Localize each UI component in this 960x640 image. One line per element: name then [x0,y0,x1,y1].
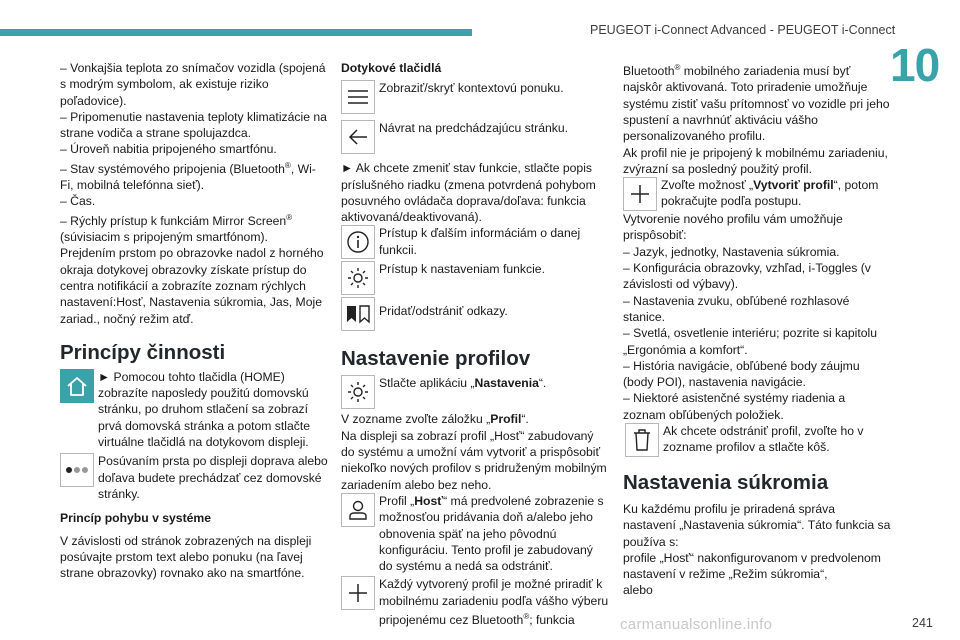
bullet-charge: – Úroveň nabitia pripojeného smartfónu. [60,142,277,157]
gear-row: Prístup k nastaveniam funkcie. [341,261,609,295]
menu-row: Zobraziť/skryť kontextovú ponuku. [341,80,609,114]
column-3 [623,60,891,599]
chapter-number: 10 [890,39,940,91]
heading-touch-buttons: Dotykové tlačidlá [341,61,442,75]
trash-icon [625,423,659,457]
dots-icon [60,453,94,487]
back-row: Návrat na predchádzajúcu stránku. [341,120,609,154]
header-accent-bar [0,29,472,36]
info-icon [341,225,375,259]
toggle-paragraph: ► Ak chcete zmeniť stav funkcie, stlačte popis príslušného riadku (zmena potvrdená pohybom posuvného ovládača doprava/doľava: funkcia aktivovaná/deaktivovaná). [341,161,596,225]
heading-privacy: Nastavenia súkromia [623,471,829,494]
plus-row: Každý vytvorený profil je možné priradiť k mobilnému zariadeniu podľa vášho výberu pripojenému cez Bluetooth®; funkcia [341,576,609,628]
bullet-time: – Čas. [60,194,96,209]
dots-row: Posúvaním prsta po displeji doprava alebo doľava budete prechádzať cez domovské stránky. [60,453,328,502]
bullet-outside-temp: – Vonkajšia teplota zo snímačov vozidla (spojená s modrým symbolom, ak existuje riziko poľadovice). [60,61,326,108]
column-1 [60,60,328,581]
delete-row: Ak chcete odstrániť profil, zvoľte ho v zozname profilov a stlačte kôš. [625,423,891,457]
user-icon [341,493,375,527]
bullet-lights: – Svetlá, osvetlenie interiéru; pozrite si kapitolu „Ergonómia a komfort“. [623,326,878,357]
page-number: 241 [912,616,933,630]
bookmark-icon [341,297,375,331]
bullet-assist: – Niektoré asistenčné systémy riadenia a zoznam obľúbených položiek. [623,391,846,422]
host-row: Profil „Hosť“ má predvolené zobrazenie s možnosťou pridávania doň a/alebo jeho obnovenia späť na jeho pôvodnú konfiguráciu. Tento profil je zabudovaný do systému a nedá sa odstrániť. [341,493,609,574]
last-profile-paragraph: Ak profil nie je pripojený k mobilnému zariadeniu, zvýrazní sa posledný použitý profil. [623,145,888,176]
bluetooth-paragraph: Bluetooth® mobilného zariadenia musí byť najskôr aktivovaná. Toto priradenie umožňuje systému zistiť vašu prítomnosť vo vozidle pri jeho spustení a navrhnúť aktiváciu vášho personalizovaného profilu. [623,63,890,144]
home-row: ► Pomocou tohto tlačidla (HOME) zobrazíte naposledy použitú domovskú stránku, po druhom stlačení sa zobrazí prvá domovská stránka a potom stlačte virtuálne tlačidlá na dotykovom displeji. [60,369,328,450]
back-arrow-icon [341,120,375,154]
display-paragraph: Na displeji sa zobrazí profil „Hosť“ zabudovaný do systému a umožní vám vytvoriť a prispôsobiť niekoľko nových profilov s pridruženým mobilným zariadením alebo bez neho. [341,428,607,492]
settings-app-row: Stlačte aplikáciu „Nastavenia“. [341,375,609,409]
privacy-or-line: alebo [623,583,653,598]
plus-icon [623,177,657,211]
privacy-paragraph: Ku každému profilu je priradená správa nastavení „Nastavenia súkromia“. Táto funkcia sa používa s: [623,502,891,549]
bullet-screen: – Konfigurácia obrazovky, vzhľad, i-Toggles (v závislosti od výbavy). [623,261,871,292]
bullet-connection: – Stav systémového pripojenia (Bluetooth®, Wi-Fi, mobilná telefónna sieť). [60,160,316,193]
tab-paragraph: V zozname zvoľte záložku „Profil“. [341,412,529,427]
bullet-language: – Jazyk, jednotky, Nastavenia súkromia. [623,244,840,259]
heading-principles: Princípy činnosti [60,340,226,364]
bullet-navigation: – História navigácie, obľúbené body záujmu (body POI), nastavenia navigácie. [623,358,860,390]
menu-icon [341,80,375,114]
bullet-climate: – Pripomenutie nastavenia teploty klimatizácie na strane vodiča a strane spolujazdca. [60,109,327,141]
column-2 [341,60,609,628]
privacy-host-line: profile „Hosť“ nakonfigurovanom v predvolenom nastavení v režime „Režim súkromia“, [623,550,881,582]
bullet-sound: – Nastavenia zvuku, obľúbené rozhlasové stanice. [623,293,850,324]
navigation-paragraph: V závislosti od stránok zobrazených na displeji posúvajte prstom text alebo ponuku (na ľavej strane obrazovky) rovnako ako na smartfóne. [60,533,312,581]
notification-paragraph: Prejdením prstom po obrazovke nadol z horného okraja dotykovej obrazovky získate prístup do centra notifikácií a zobrazíte zoznam rýchlych nastavení:Hosť, Nastavenia súkromia, Jas, Moje zariad., nočný režim atď. [60,246,324,326]
heading-profiles: Nastavenie profilov [341,347,531,371]
home-icon [60,369,94,403]
bookmark-row: Pridať/odstrániť odkazy. [341,297,609,331]
create-profile-row: Zvoľte možnosť „Vytvoriť profil“, potom pokračujte podľa postupu. [623,177,891,211]
watermark: carmanualsonline.info [620,616,773,633]
bullet-mirror: – Rýchly prístup k funkciám Mirror Screen® (súvisiacim s pripojeným smartfónom). [60,212,293,245]
new-profile-paragraph: Vytvorenie nového profilu vám umožňuje prispôsobiť: [623,212,843,243]
settings-gear-icon [341,375,375,409]
running-header: PEUGEOT i-Connect Advanced - PEUGEOT i-Connect [590,23,896,37]
heading-navigation: Princíp pohybu v systéme [60,511,212,526]
info-row: Prístup k ďalším informáciám o danej funkcii. [341,225,609,259]
plus-icon [341,576,375,610]
gear-icon [341,261,375,295]
